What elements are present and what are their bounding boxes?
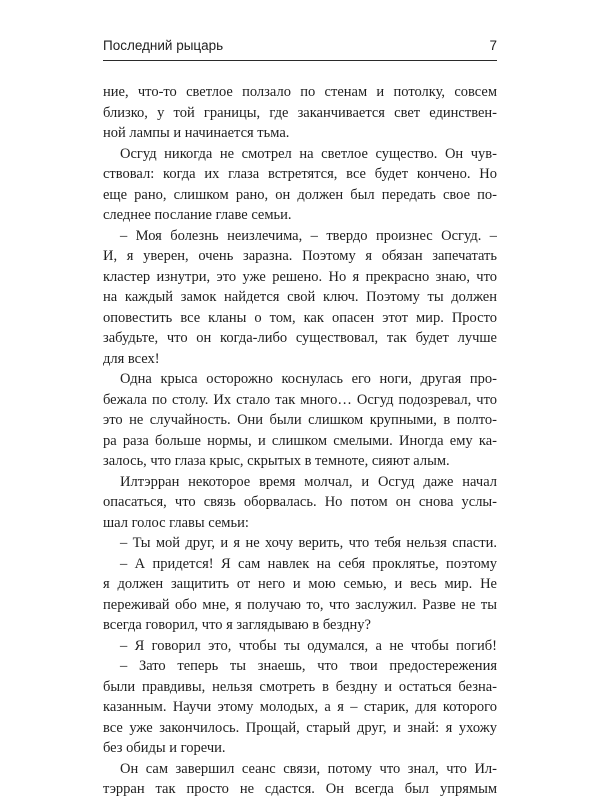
text-line: Илтэрран некоторое время молчал, и Осгуд даже начал xyxy=(120,473,497,490)
text-line: переживай обо мне, я получаю то, что заслужил. Разве не ты xyxy=(103,596,497,613)
text-line: – А придется! Я сам навлек на себя проклятье, поэтому xyxy=(120,555,497,572)
text-line: шал голос главы семьи: xyxy=(103,514,249,531)
text-line: я должен защитить от него и мою семью, и весь мир. Не xyxy=(103,576,497,592)
text-line: Одна крыса осторожно коснулась его ноги, другая про- xyxy=(120,371,497,387)
text-line: ной лампы и начинается тьма. xyxy=(103,125,290,141)
text-line: залось, что глаза крыс, скрытых в темноте, сияют алым. xyxy=(103,453,450,469)
text-line: близко, у той границы, где заканчивается свет единствен- xyxy=(103,104,497,121)
running-header xyxy=(103,38,497,53)
text-line: оповестить все кланы о том, как опасен этот мир. Просто xyxy=(103,309,497,326)
page-number: 7 xyxy=(489,38,497,53)
text-line: опасаться, что связь оборвалась. Но потом он снова услы- xyxy=(103,494,497,510)
text-line: Осгуд никогда не смотрел на светлое существо. Он чув- xyxy=(120,145,497,162)
text-line: для всех! xyxy=(103,350,160,367)
text-line: это не случайность. Они были слишком крупными, в полто- xyxy=(103,412,497,428)
text-line: Он сам завершил сеанс связи, потому что знал, что Ил- xyxy=(120,760,497,777)
text-line: – Зато теперь ты знаешь, что твои предостережения xyxy=(120,658,497,674)
text-line: – Ты мой друг, и я не хочу верить, что тебя нельзя спасти. xyxy=(120,535,497,551)
text-line: еще рано, слишком рано, он должен был передать свое по- xyxy=(103,186,497,203)
text-line: всегда говорил, что я заглядываю в бездну? xyxy=(103,617,371,633)
text-line: были правдивы, нельзя смотреть в бездну и остаться безна- xyxy=(103,678,497,695)
text-line: ствовал: когда их глаза встретятся, все будет кончено. Но xyxy=(103,166,497,182)
text-line: следнее послание главе семьи. xyxy=(103,207,292,223)
running-title: Последний рыцарь xyxy=(103,38,224,53)
text-line: все уже закончилось. Прощай, старый друг, и знай: я ухожу xyxy=(103,719,497,736)
header-rule xyxy=(103,60,497,61)
text-line: – Я говорил это, чтобы ты одумался, а не чтобы погиб! xyxy=(120,637,497,654)
text-line: казанным. Научи этому молодых, а я – старик, для которого xyxy=(103,699,497,715)
text-line: без обиды и горечи. xyxy=(103,740,226,756)
text-line: бежала по столу. Их стало так много… Осгуд подозревал, что xyxy=(103,391,497,408)
text-line: на каждый замок найдется свой ключ. Поэтому ты должен xyxy=(103,289,497,305)
text-line: забудьте, что он когда-либо существовал, так будет лучше xyxy=(103,330,497,346)
text-line: И, я уверен, очень заразна. Поэтому я обязан запечатать xyxy=(103,248,497,264)
text-line: – Моя болезнь неизлечима, – твердо произнес Осгуд. – xyxy=(120,227,497,244)
text-line: кластер изнутри, это уже решено. Но я прекрасно знаю, что xyxy=(103,268,497,285)
text-line: ра раза больше нормы, и слишком смелыми. Иногда ему ка- xyxy=(103,432,497,449)
text-line: тэрран так просто не сдастся. Он всегда был упрямым xyxy=(103,781,497,797)
text-line: ние, что-то светлое ползало по стенам и потолку, совсем xyxy=(103,84,497,100)
body-text xyxy=(103,82,497,800)
